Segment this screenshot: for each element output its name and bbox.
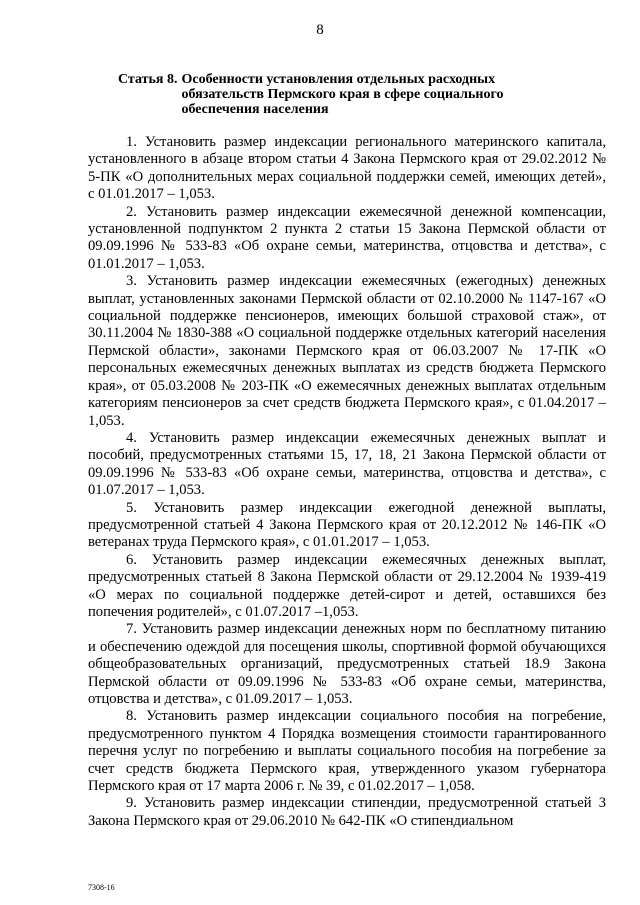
paragraph-4: 4. Установить размер индексации ежемесячных денежных выплат и пособий, предусмотренных статьями 15, 17, 18, 21 Закона Пермской области от 09.09.1996 № 533-83 «Об охране семьи, материнства, отцовства и детства», с 01.07.2017 – 1,053. (88, 429, 606, 499)
paragraph-3: 3. Установить размер индексации ежемесячных (ежегодных) денежных выплат, установленных законами Пермской области от 02.10.2000 № 1147-167 «О социальной поддержке пенсионеров, имеющих большой страховой стаж», от 30.11.2004 № 1830-388 «О социальной поддержке отдельных категорий населения Пермской области», законами Пермского края от 06.03.2007 № 17-ПК «О персональных ежемесячных денежных выплатах из средств бюджета Пермского края», от 05.03.2008 № 203-ПК «О ежемесячных денежных выплатах отдельным категориям пенсионеров за счет средств бюджета Пермского края», с 01.04.2017 – 1,053. (88, 273, 606, 429)
paragraph-6: 6. Установить размер индексации ежемесячных денежных выплат, предусмотренных статьей 8 Закона Пермской области от 29.12.2004 № 1939-419 «О мерах по социальной поддержке детей-сирот и детей, оставшихся без попечения родителей», с 01.07.2017 –1,053. (88, 551, 606, 620)
page-number: 8 (316, 22, 324, 38)
paragraph-7: 7. Установить размер индексации денежных норм по бесплатному питанию и обеспечению одеждой для посещения школы, спортивной формой обучающихся общеобразовательных организаций, предусмотренных статьей 18.9 Закона Пермской области от 09.09.1996 № 533-83 «Об охране семьи, материнства, отцовства и детства», с 01.09.2017 – 1,053. (88, 621, 606, 707)
footer-code: 7308-16 (88, 883, 115, 892)
paragraph-1: 1. Установить размер индексации регионального материнского капитала, установленного в абзаце втором статьи 4 Закона Пермского края от 29.02.2012 № 5-ПК «О дополнительных мерах социальной поддержки семей, имеющих детей», с 01.01.2017 – 1,053. (88, 134, 606, 203)
paragraph-5: 5. Установить размер индексации ежегодной денежной выплаты, предусмотренной статьей 4 Закона Пермского края от 20.12.2012 № 146-ПК «О ветеранах труда Пермского края», с 01.01.2017 – 1,053. (88, 499, 606, 551)
article-label: Статья 8. (118, 72, 178, 87)
paragraph-2: 2. Установить размер индексации ежемесячной денежной компенсации, установленной подпунктом 2 пункта 2 статьи 15 Закона Пермской области от 09.09.1996 № 533-83 «Об охране семьи, материнства, отцовства и детства», с 01.01.2017 – 1,053. (88, 203, 606, 272)
paragraph-9: 9. Установить размер индексации стипендии, предусмотренной статьей 3 Закона Пермского края от 29.06.2010 № 642-ПК «О стипендиальном (88, 795, 606, 829)
article-title: Особенности установления отдельных расходных обязательств Пермского края в сфере социального обеспечения населения (181, 72, 504, 117)
paragraph-8: 8. Установить размер индексации социального пособия на погребение, предусмотренного пунктом 4 Порядка возмещения стоимости гарантированного перечня услуг по погребению и выплаты социального пособия на погребение за счет средств бюджета Пермского края, утвержденного указом губернатора Пермского края от 17 марта 2006 г. № 39, с 01.02.2017 – 1,058. (88, 708, 606, 795)
article-heading (118, 72, 578, 117)
article-body (88, 134, 606, 830)
